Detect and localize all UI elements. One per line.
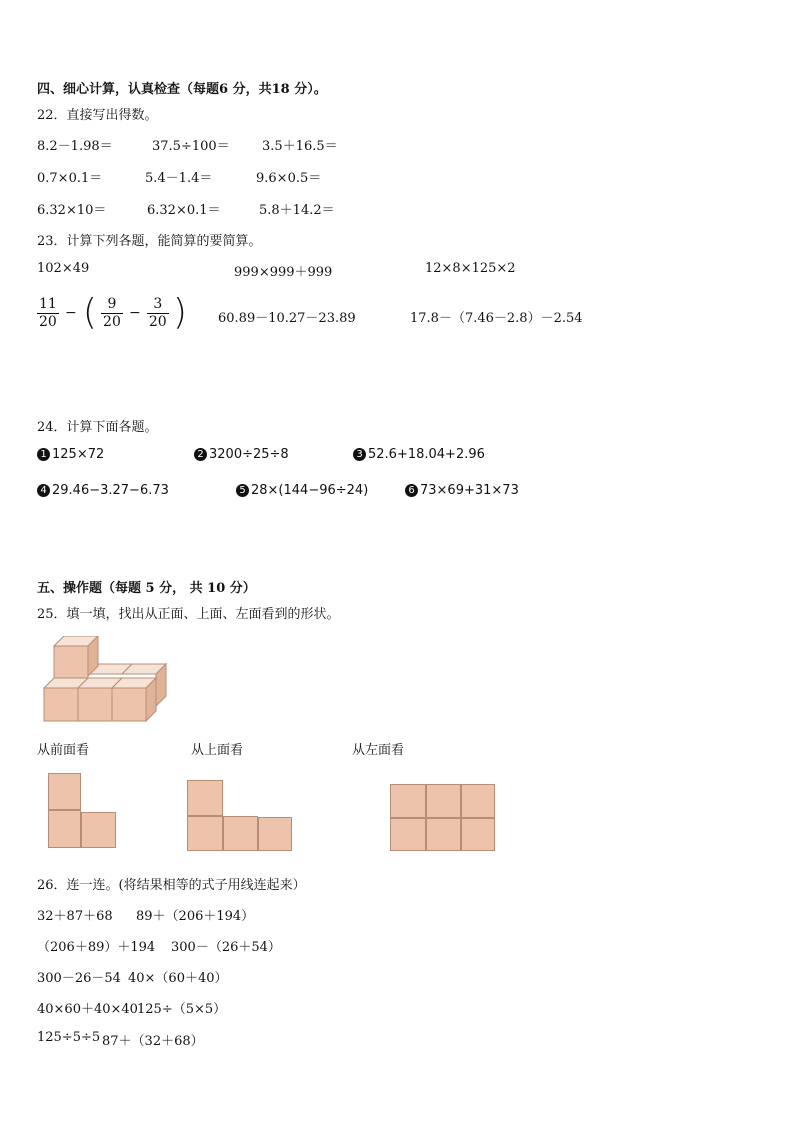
fraction [37,296,59,331]
q26-left-expr: （206＋89）＋194 [37,940,156,955]
q24-item [194,447,289,462]
view-square [258,817,292,851]
numerator: 9 [107,295,117,312]
q23-item: 102×49 [37,261,90,276]
q26-prompt: 26．连一连。(将结果相等的式子用线连起来） [37,878,306,893]
q25-prompt: 25．填一填，找出从正面、上面、左面看到的形状。 [37,607,340,622]
fraction [101,296,123,331]
q24-item [37,447,104,462]
section-4-title: 四、细心计算，认真检查（每题6 分，共18 分）。 [37,82,327,97]
q24-item [353,447,485,462]
q22-item: 5.4－1.4＝ [145,171,213,186]
q24-expression: 28×(144−96÷24) [251,483,369,498]
q24-expression: 3200÷25÷8 [209,447,289,462]
q23-prompt: 23．计算下列各题，能简算的要简算。 [37,234,262,249]
right-paren: ) [172,292,187,333]
q24-expression: 125×72 [52,447,105,462]
view-square [223,816,258,851]
circled-number: 3 [353,448,366,461]
q26-right-expr: 87＋（32＋68） [102,1034,204,1049]
view-label-top: 从上面看 [191,743,244,758]
q22-prompt: 22．直接写出得数。 [37,108,158,123]
numerator: 3 [153,295,163,312]
q26-right-expr: 40×（60＋40） [128,971,228,986]
section-5-title: 五、操作题（每题 5 分， 共 10 分） [37,581,256,596]
left-paren: ( [82,292,97,333]
q23-fraction-expression [37,293,187,333]
view-square [187,780,223,816]
q24-expression: 29.46−3.27−6.73 [52,483,169,498]
q23-item: 12×8×125×2 [425,261,516,276]
view-square [426,784,461,818]
denominator: 20 [103,313,121,330]
q22-item: 8.2－1.98＝ [37,139,113,154]
q26-left-expr: 32＋87＋68 [37,909,113,924]
q26-left-expr: 40×60＋40×40 [37,1002,138,1017]
view-label-front: 从前面看 [37,743,90,758]
q23-item: 60.89－10.27－23.89 [218,311,356,326]
minus-sign: − [129,305,141,321]
q24-prompt: 24．计算下面各题。 [37,420,158,435]
cube-stack-figure [40,636,175,726]
circled-number: 4 [37,484,50,497]
denominator: 20 [39,313,57,330]
q22-item: 0.7×0.1＝ [37,171,103,186]
view-square [48,810,81,848]
circled-number: 2 [194,448,207,461]
view-square [187,816,223,851]
view-square [48,773,81,810]
q22-item: 3.5＋16.5＝ [262,139,338,154]
q22-item: 5.8＋14.2＝ [259,203,335,218]
view-square [461,784,495,818]
circled-number: 1 [37,448,50,461]
view-square [461,818,495,851]
q24-item [37,483,169,498]
q24-expression: 73×69+31×73 [420,483,519,498]
q23-item: 999×999＋999 [234,265,333,280]
q24-item [405,483,519,498]
circled-number: 6 [405,484,418,497]
view-label-left: 从左面看 [352,743,405,758]
q22-item: 9.6×0.5＝ [256,171,322,186]
fraction [147,296,169,331]
denominator: 20 [148,313,167,330]
view-square [390,818,426,851]
q22-item: 37.5÷100＝ [152,139,230,154]
numerator: 11 [39,295,57,312]
q26-left-expr: 125÷5÷5 [37,1030,101,1045]
minus-sign: − [64,305,77,321]
q22-item: 6.32×0.1＝ [147,203,221,218]
view-square [81,812,116,848]
circled-number: 5 [236,484,249,497]
q24-expression: 52.6+18.04+2.96 [368,447,485,462]
view-square [390,784,426,818]
q26-right-expr: 300－（26＋54） [171,940,281,955]
q26-left-expr: 300－26－54 [37,971,121,986]
q26-right-expr: 89＋（206＋194） [136,909,255,924]
view-square [426,818,461,851]
q22-item: 6.32×10＝ [37,203,107,218]
q26-right-expr: 125÷（5×5） [137,1002,227,1017]
q23-item: 17.8－（7.46－2.8）－2.54 [410,311,583,326]
q24-item [236,483,368,498]
